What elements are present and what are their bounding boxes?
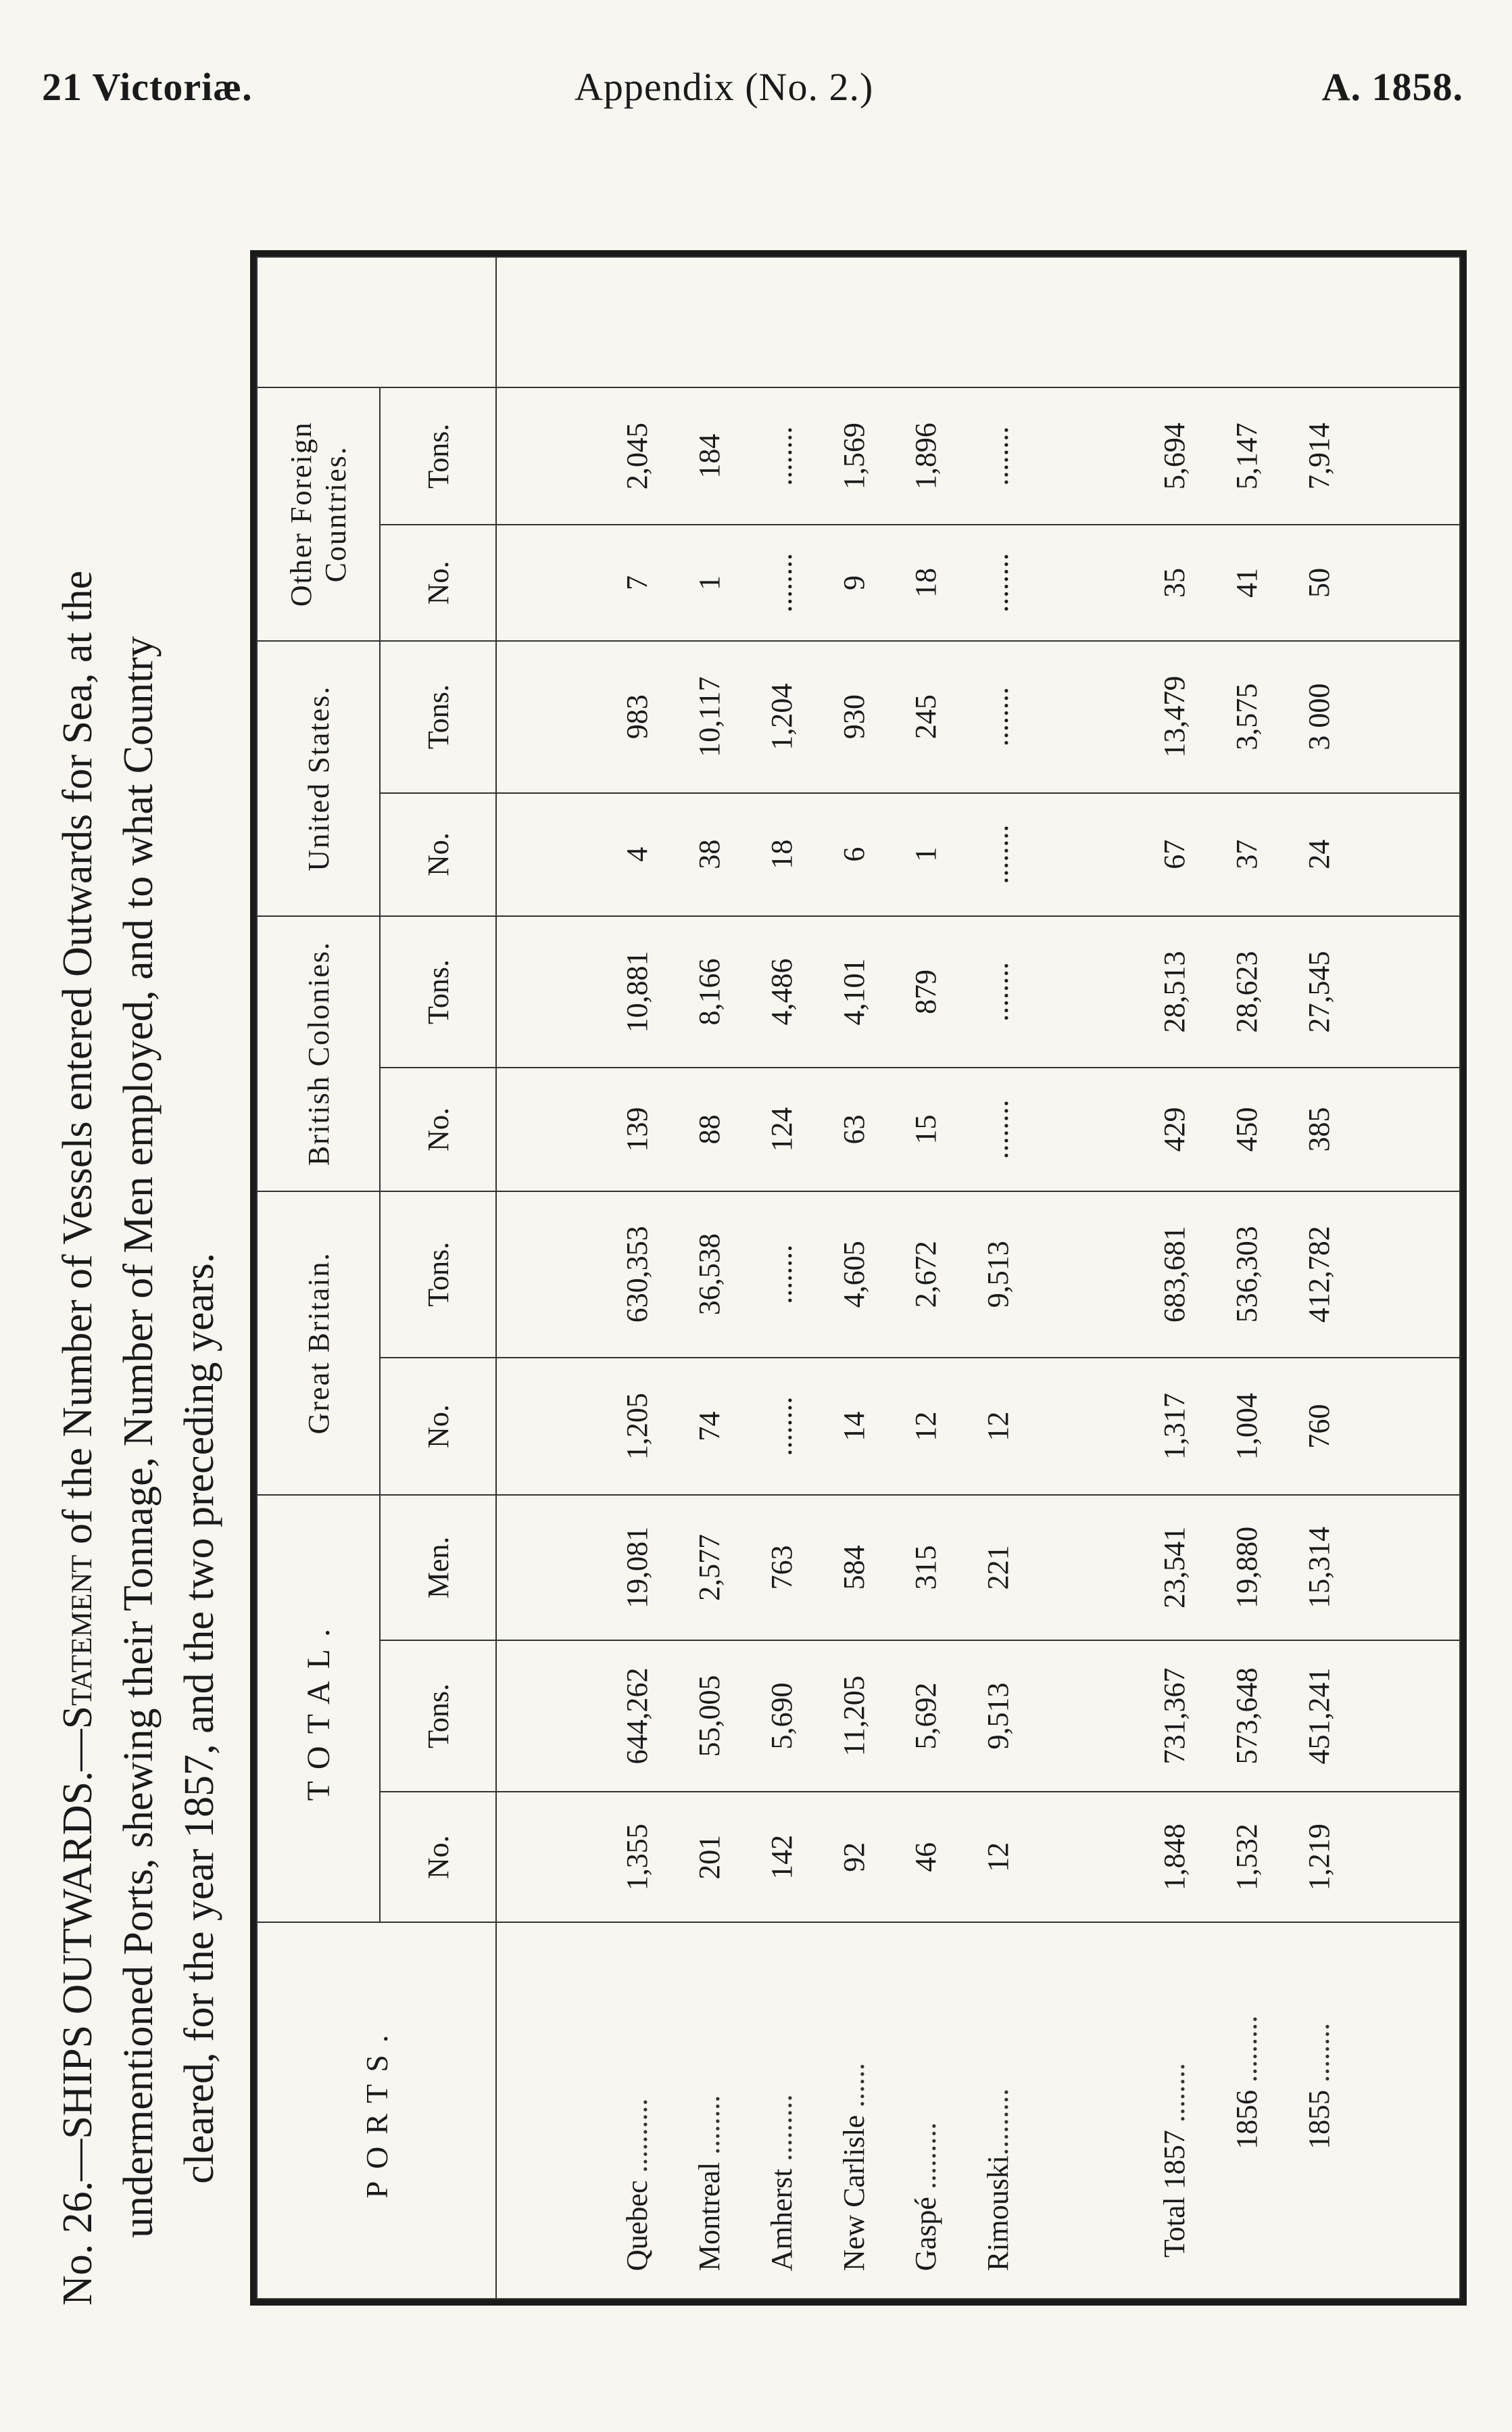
spacer-cell — [1034, 257, 1138, 387]
cell-bc-no: 88 — [673, 1068, 746, 1191]
cell-us-tons: 10,117 — [673, 641, 746, 793]
blank-cell — [1211, 257, 1283, 387]
cell-bc-tons: 27,545 — [1283, 916, 1355, 1068]
cell-gb-no: 14 — [818, 1358, 890, 1495]
spacer-cell — [496, 1191, 601, 1358]
cell-bc-no: 63 — [818, 1068, 890, 1191]
blank-cell — [889, 257, 962, 387]
cell-gb-no: 1,004 — [1211, 1358, 1283, 1495]
group-header-other-foreign: Other Foreign Countries. — [257, 387, 380, 641]
spacer-cell — [1034, 1495, 1138, 1640]
port-label: 1855 — [1302, 2090, 1336, 2149]
table-row — [889, 257, 962, 2299]
sub-header-tons: Tons. — [380, 387, 496, 525]
ports-header: PORTS. — [257, 1922, 496, 2299]
spacer-cell — [1355, 916, 1460, 1068]
leader-dots: ........ — [1158, 2063, 1192, 2130]
cell-us-no: 6 — [818, 793, 890, 916]
spacer-cell — [496, 1068, 601, 1191]
cell-us-tons: 3 000 — [1283, 641, 1355, 793]
blank-header — [257, 257, 496, 387]
spacer-cell — [496, 1640, 601, 1792]
cell-of-no: 50 — [1283, 525, 1355, 640]
cell-gb-no: 12 — [962, 1358, 1034, 1495]
leader-dots: ......... — [981, 2088, 1015, 2155]
cell-men: 763 — [746, 1495, 818, 1640]
cell-us-tons: ........ — [962, 641, 1034, 793]
cell-gb-no: 760 — [1283, 1358, 1355, 1495]
spacer-cell — [1355, 641, 1460, 793]
cell-men: 19,880 — [1211, 1495, 1283, 1640]
cell-of-no: 35 — [1138, 525, 1211, 640]
port-name-cell — [673, 1922, 746, 2299]
cell-gb-tons: 630,353 — [601, 1191, 673, 1358]
cell-us-tons: 1,204 — [746, 641, 818, 793]
rotated-page-content — [47, 74, 1480, 2306]
port-label: Rimouski — [981, 2155, 1015, 2271]
spacer-cell — [1355, 1495, 1460, 1640]
port-name-cell — [746, 1922, 818, 2299]
cell-us-no: 67 — [1138, 793, 1211, 916]
cell-total-no: 1,848 — [1138, 1792, 1211, 1922]
cell-gb-no: 12 — [889, 1358, 962, 1495]
cell-gb-tons: 4,605 — [818, 1191, 890, 1358]
blank-cell — [601, 257, 673, 387]
spacer-row — [1355, 257, 1460, 2299]
leader-dots: ......... — [909, 2122, 943, 2197]
sub-header-tons: Tons. — [380, 916, 496, 1068]
cell-gb-no: 1,317 — [1138, 1358, 1211, 1495]
cell-total-no: 1,355 — [601, 1792, 673, 1922]
cell-men: 584 — [818, 1495, 890, 1640]
cell-gb-tons: 683,681 — [1138, 1191, 1211, 1358]
table-row — [1283, 257, 1355, 2299]
spacer-cell — [1034, 1068, 1138, 1191]
port-name-cell — [1211, 1922, 1283, 2299]
cell-us-tons: 3,575 — [1211, 641, 1283, 793]
table-row — [673, 257, 746, 2299]
port-label: 1856 — [1229, 2090, 1263, 2149]
leader-dots: ...... — [837, 2063, 871, 2116]
cell-of-tons: 5,694 — [1138, 387, 1211, 525]
cell-of-tons: 1,569 — [818, 387, 890, 525]
table-body — [496, 257, 1460, 2299]
cell-us-tons: 930 — [818, 641, 890, 793]
cell-bc-tons: 8,166 — [673, 916, 746, 1068]
port-name-cell — [1138, 1922, 1211, 2299]
port-name-cell — [818, 1922, 890, 2299]
port-label: Quebec — [620, 2180, 654, 2271]
port-name-cell — [962, 1922, 1034, 2299]
ships-outwards-table — [250, 250, 1467, 2306]
cell-gb-tons: 536,303 — [1211, 1191, 1283, 1358]
spacer-cell — [1355, 1792, 1460, 1922]
cell-total-no: 1,219 — [1283, 1792, 1355, 1922]
blank-cell — [1138, 257, 1211, 387]
cell-us-tons: 245 — [889, 641, 962, 793]
cell-gb-no: 74 — [673, 1358, 746, 1495]
running-header-center: Appendix (No. 2.) — [575, 65, 874, 109]
spacer-cell — [1355, 1191, 1460, 1358]
cell-of-no: 18 — [889, 525, 962, 640]
cell-of-tons: ........ — [962, 387, 1034, 525]
cell-total-tons: 573,648 — [1211, 1640, 1283, 1792]
cell-of-tons: 2,045 — [601, 387, 673, 525]
cell-total-tons: 11,205 — [818, 1640, 890, 1792]
spacer-cell — [1355, 1068, 1460, 1191]
spacer-cell — [1355, 387, 1460, 525]
cell-gb-tons: 412,782 — [1283, 1191, 1355, 1358]
cell-of-tons: 5,147 — [1211, 387, 1283, 525]
spacer-cell — [1355, 1922, 1460, 2299]
cell-of-tons: 7,914 — [1283, 387, 1355, 525]
title-line-3: cleared, for the year 1857, and the two preceding years. — [176, 1252, 222, 2184]
spacer-cell — [1034, 1792, 1138, 1922]
spacer-cell — [496, 257, 601, 387]
table-row — [746, 257, 818, 2299]
cell-total-tons: 731,367 — [1138, 1640, 1211, 1792]
sub-header-no: No. — [380, 1068, 496, 1191]
leader-dots: ......... — [1229, 2016, 1263, 2090]
cell-us-no: ........ — [962, 793, 1034, 916]
cell-us-no: 4 — [601, 793, 673, 916]
cell-bc-tons: ........ — [962, 916, 1034, 1068]
table-row — [962, 257, 1034, 2299]
cell-gb-tons: 2,672 — [889, 1191, 962, 1358]
port-name-cell — [1283, 1922, 1355, 2299]
cell-total-tons: 55,005 — [673, 1640, 746, 1792]
spacer-cell — [1034, 525, 1138, 640]
cell-of-no: 9 — [818, 525, 890, 640]
spacer-cell — [1355, 1640, 1460, 1792]
sub-header-tons: Tons. — [380, 1640, 496, 1792]
spacer-cell — [496, 1358, 601, 1495]
port-label: Montreal — [693, 2162, 727, 2271]
spacer-cell — [1355, 793, 1460, 916]
cell-bc-tons: 10,881 — [601, 916, 673, 1068]
spacer-cell — [496, 1495, 601, 1640]
blank-cell — [962, 257, 1034, 387]
cell-bc-tons: 28,623 — [1211, 916, 1283, 1068]
spacer-cell — [1034, 1640, 1138, 1792]
spacer-cell — [1034, 916, 1138, 1068]
cell-us-no: 18 — [746, 793, 818, 916]
port-name-cell — [889, 1922, 962, 2299]
sub-header-tons: Tons. — [380, 641, 496, 793]
sub-header-no: No. — [380, 793, 496, 916]
spacer-row — [1034, 257, 1138, 2299]
table-row — [1138, 257, 1211, 2299]
spacer-cell — [1355, 257, 1460, 387]
cell-total-no: 92 — [818, 1792, 890, 1922]
cell-bc-no: 385 — [1283, 1068, 1355, 1191]
running-header-left: 21 Victoriæ. — [42, 65, 253, 109]
cell-us-no: 37 — [1211, 793, 1283, 916]
group-header-united-states: United States. — [257, 641, 380, 916]
cell-of-tons: 184 — [673, 387, 746, 525]
cell-total-no: 1,532 — [1211, 1792, 1283, 1922]
spacer-cell — [1034, 1358, 1138, 1495]
cell-us-no: 24 — [1283, 793, 1355, 916]
cell-bc-no: ........ — [962, 1068, 1034, 1191]
spacer-cell — [1034, 1922, 1138, 2299]
cell-of-tons: ........ — [746, 387, 818, 525]
cell-gb-tons: 36,538 — [673, 1191, 746, 1358]
spacer-cell — [496, 525, 601, 640]
cell-total-tons: 5,692 — [889, 1640, 962, 1792]
cell-gb-no: 1,205 — [601, 1358, 673, 1495]
cell-bc-tons: 4,486 — [746, 916, 818, 1068]
title-line-1 — [54, 571, 102, 2306]
port-label: Gaspé — [909, 2197, 943, 2271]
cell-of-tons: 1,896 — [889, 387, 962, 525]
cell-total-no: 201 — [673, 1792, 746, 1922]
spacer-cell — [1034, 1191, 1138, 1358]
port-label: Total 1857 — [1158, 2130, 1192, 2258]
port-name-cell — [601, 1922, 673, 2299]
cell-bc-no: 450 — [1211, 1068, 1283, 1191]
spacer-cell — [496, 793, 601, 916]
spacer-cell — [1355, 525, 1460, 640]
spacer-cell — [496, 641, 601, 793]
blank-cell — [1283, 257, 1355, 387]
title-line-2: undermentioned Ports, shewing their Tonnage, Number of Men employed, and to what Country — [116, 636, 162, 2238]
cell-of-no: 1 — [673, 525, 746, 640]
spacer-cell — [496, 1922, 601, 2299]
cell-total-tons: 644,262 — [601, 1640, 673, 1792]
sub-header-no: No. — [380, 1358, 496, 1495]
cell-gb-no: ........ — [746, 1358, 818, 1495]
cell-us-no: 38 — [673, 793, 746, 916]
sub-header-no: No. — [380, 1792, 496, 1922]
leader-dots: .......... — [620, 2098, 654, 2180]
cell-gb-tons: 9,513 — [962, 1191, 1034, 1358]
group-header-great-britain: Great Britain. — [257, 1191, 380, 1496]
spacer-cell — [1034, 387, 1138, 525]
cell-of-no: 41 — [1211, 525, 1283, 640]
cell-bc-no: 124 — [746, 1068, 818, 1191]
sub-header-men: Men. — [380, 1495, 496, 1640]
cell-bc-no: 429 — [1138, 1068, 1211, 1191]
spacer-cell — [496, 1792, 601, 1922]
title-line1-rest: of the Number of Vessels entered Outwards for Sea, at the — [55, 571, 101, 1555]
cell-men: 15,314 — [1283, 1495, 1355, 1640]
cell-men: 2,577 — [673, 1495, 746, 1640]
spacer-cell — [496, 916, 601, 1068]
blank-cell — [746, 257, 818, 387]
group-header-total: TOTAL. — [257, 1495, 380, 1922]
port-label: Amherst — [764, 2168, 798, 2271]
cell-bc-tons: 28,513 — [1138, 916, 1211, 1068]
cell-total-no: 12 — [962, 1792, 1034, 1922]
cell-of-no: ........ — [746, 525, 818, 640]
spacer-cell — [1034, 641, 1138, 793]
table-row — [818, 257, 890, 2299]
leader-dots: ........ — [693, 2095, 727, 2162]
cell-of-no: 7 — [601, 525, 673, 640]
port-label: New Carlisle — [837, 2115, 871, 2271]
cell-bc-no: 15 — [889, 1068, 962, 1191]
cell-total-tons: 5,690 — [746, 1640, 818, 1792]
title-prefix: No. 26.—SHIPS OUTWARDS.— — [55, 1729, 101, 2306]
title-statement: Statement — [55, 1554, 101, 1730]
cell-gb-tons: ........ — [746, 1191, 818, 1358]
cell-bc-no: 139 — [601, 1068, 673, 1191]
leader-dots: ......... — [764, 2094, 798, 2169]
cell-us-tons: 13,479 — [1138, 641, 1211, 793]
cell-men: 23,541 — [1138, 1495, 1211, 1640]
table-row — [1211, 257, 1283, 2299]
running-header-right: A. 1858. — [1321, 65, 1463, 109]
blank-cell — [673, 257, 746, 387]
leader-dots: ........ — [1302, 2023, 1336, 2090]
cell-bc-tons: 4,101 — [818, 916, 890, 1068]
group-header-british-colonies: British Colonies. — [257, 916, 380, 1191]
cell-us-no: 1 — [889, 793, 962, 916]
cell-total-no: 46 — [889, 1792, 962, 1922]
spacer-cell — [1355, 1358, 1460, 1495]
spacer-cell — [496, 387, 601, 525]
cell-of-no: ........ — [962, 525, 1034, 640]
cell-total-tons: 9,513 — [962, 1640, 1034, 1792]
cell-bc-tons: 879 — [889, 916, 962, 1068]
cell-total-no: 142 — [746, 1792, 818, 1922]
cell-men: 315 — [889, 1495, 962, 1640]
spacer-cell — [1034, 793, 1138, 916]
blank-cell — [818, 257, 890, 387]
spacer-row — [496, 257, 601, 2299]
cell-us-tons: 983 — [601, 641, 673, 793]
table-row — [601, 257, 673, 2299]
sub-header-no: No. — [380, 525, 496, 640]
cell-total-tons: 451,241 — [1283, 1640, 1355, 1792]
cell-men: 221 — [962, 1495, 1034, 1640]
statement-table — [256, 256, 1461, 2299]
cell-men: 19,081 — [601, 1495, 673, 1640]
sub-header-tons: Tons. — [380, 1191, 496, 1358]
